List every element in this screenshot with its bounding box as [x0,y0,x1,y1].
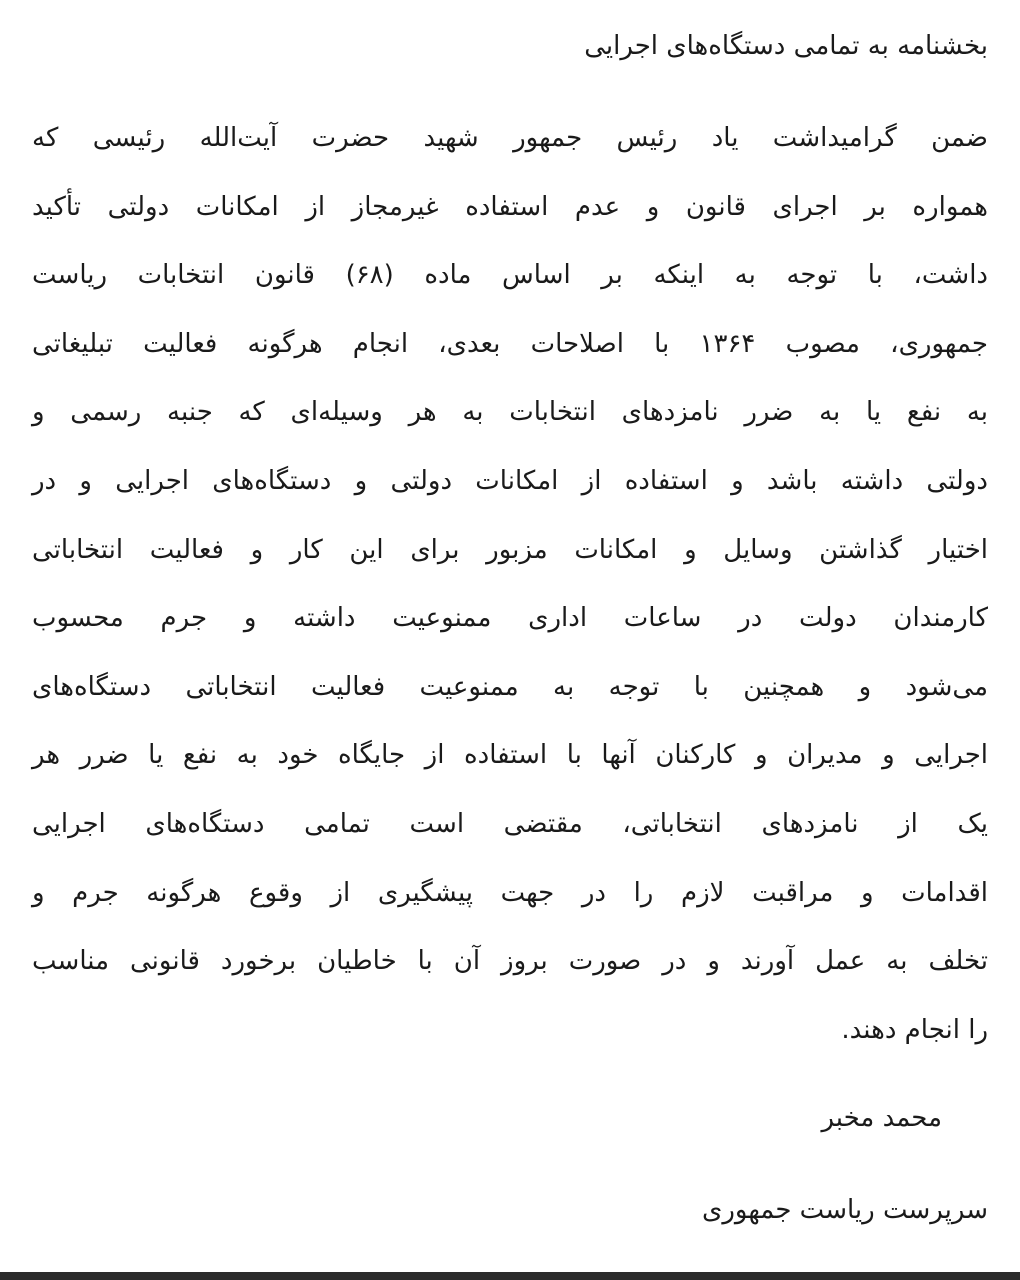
body-line: ضمن گرامیداشت یاد رئیس جمهور شهید حضرت آیت‌الله رئیسی که [32,123,988,153]
bottom-bar [0,1272,1020,1280]
signer-name: محمد مخبر [821,1103,942,1133]
body-line: دولتی داشته باشد و استفاده از امکانات دولتی و دستگاه‌های اجرایی و در [32,465,988,496]
signer-title: سرپرست ریاست جمهوری [701,1195,988,1225]
body-line: اقدامات و مراقبت لازم را در جهت پیشگیری از وقوع هرگونه جرم و [32,877,988,908]
body-line: را انجام دهند. [841,1014,988,1045]
body-line: به نفع یا به ضرر نامزدهای انتخابات به هر وسیله‌ای که جنبه رسمی و [32,397,988,428]
body-line: همواره بر اجرای قانون و عدم استفاده غیرمجاز از امکانات دولتی تأکید [32,191,988,222]
body-line: تخلف به عمل آورند و در صورت بروز آن با خاطیان برخورد قانونی مناسب [32,946,988,977]
body-line: اجرایی و مدیران و کارکنان آنها با استفاده از جایگاه خود به نفع یا ضرر هر [32,740,988,771]
body-line: کارمندان دولت در ساعات اداری ممنوعیت داشته و جرم محسوب [32,603,988,634]
body-line: جمهوری، مصوب ۱۳۶۴ با اصلاحات بعدی، انجام هرگونه فعالیت تبلیغاتی [32,328,988,359]
body-line: یک از نامزدهای انتخاباتی، مقتضی است تمامی دستگاه‌های اجرایی [32,808,988,839]
document-body [32,104,988,1064]
body-line: اختیار گذاشتن وسایل و امکانات مزبور برای این کار و فعالیت انتخاباتی [32,534,988,565]
body-line: داشت، با توجه به اینکه بر اساس ماده (۶۸) قانون انتخابات ریاست [32,260,988,291]
document-title: بخشنامه به تمامی دستگاه‌های اجرایی [584,31,988,61]
body-line: می‌شود و همچنین با توجه به ممنوعیت فعالیت انتخاباتی دستگاه‌های [32,671,988,702]
